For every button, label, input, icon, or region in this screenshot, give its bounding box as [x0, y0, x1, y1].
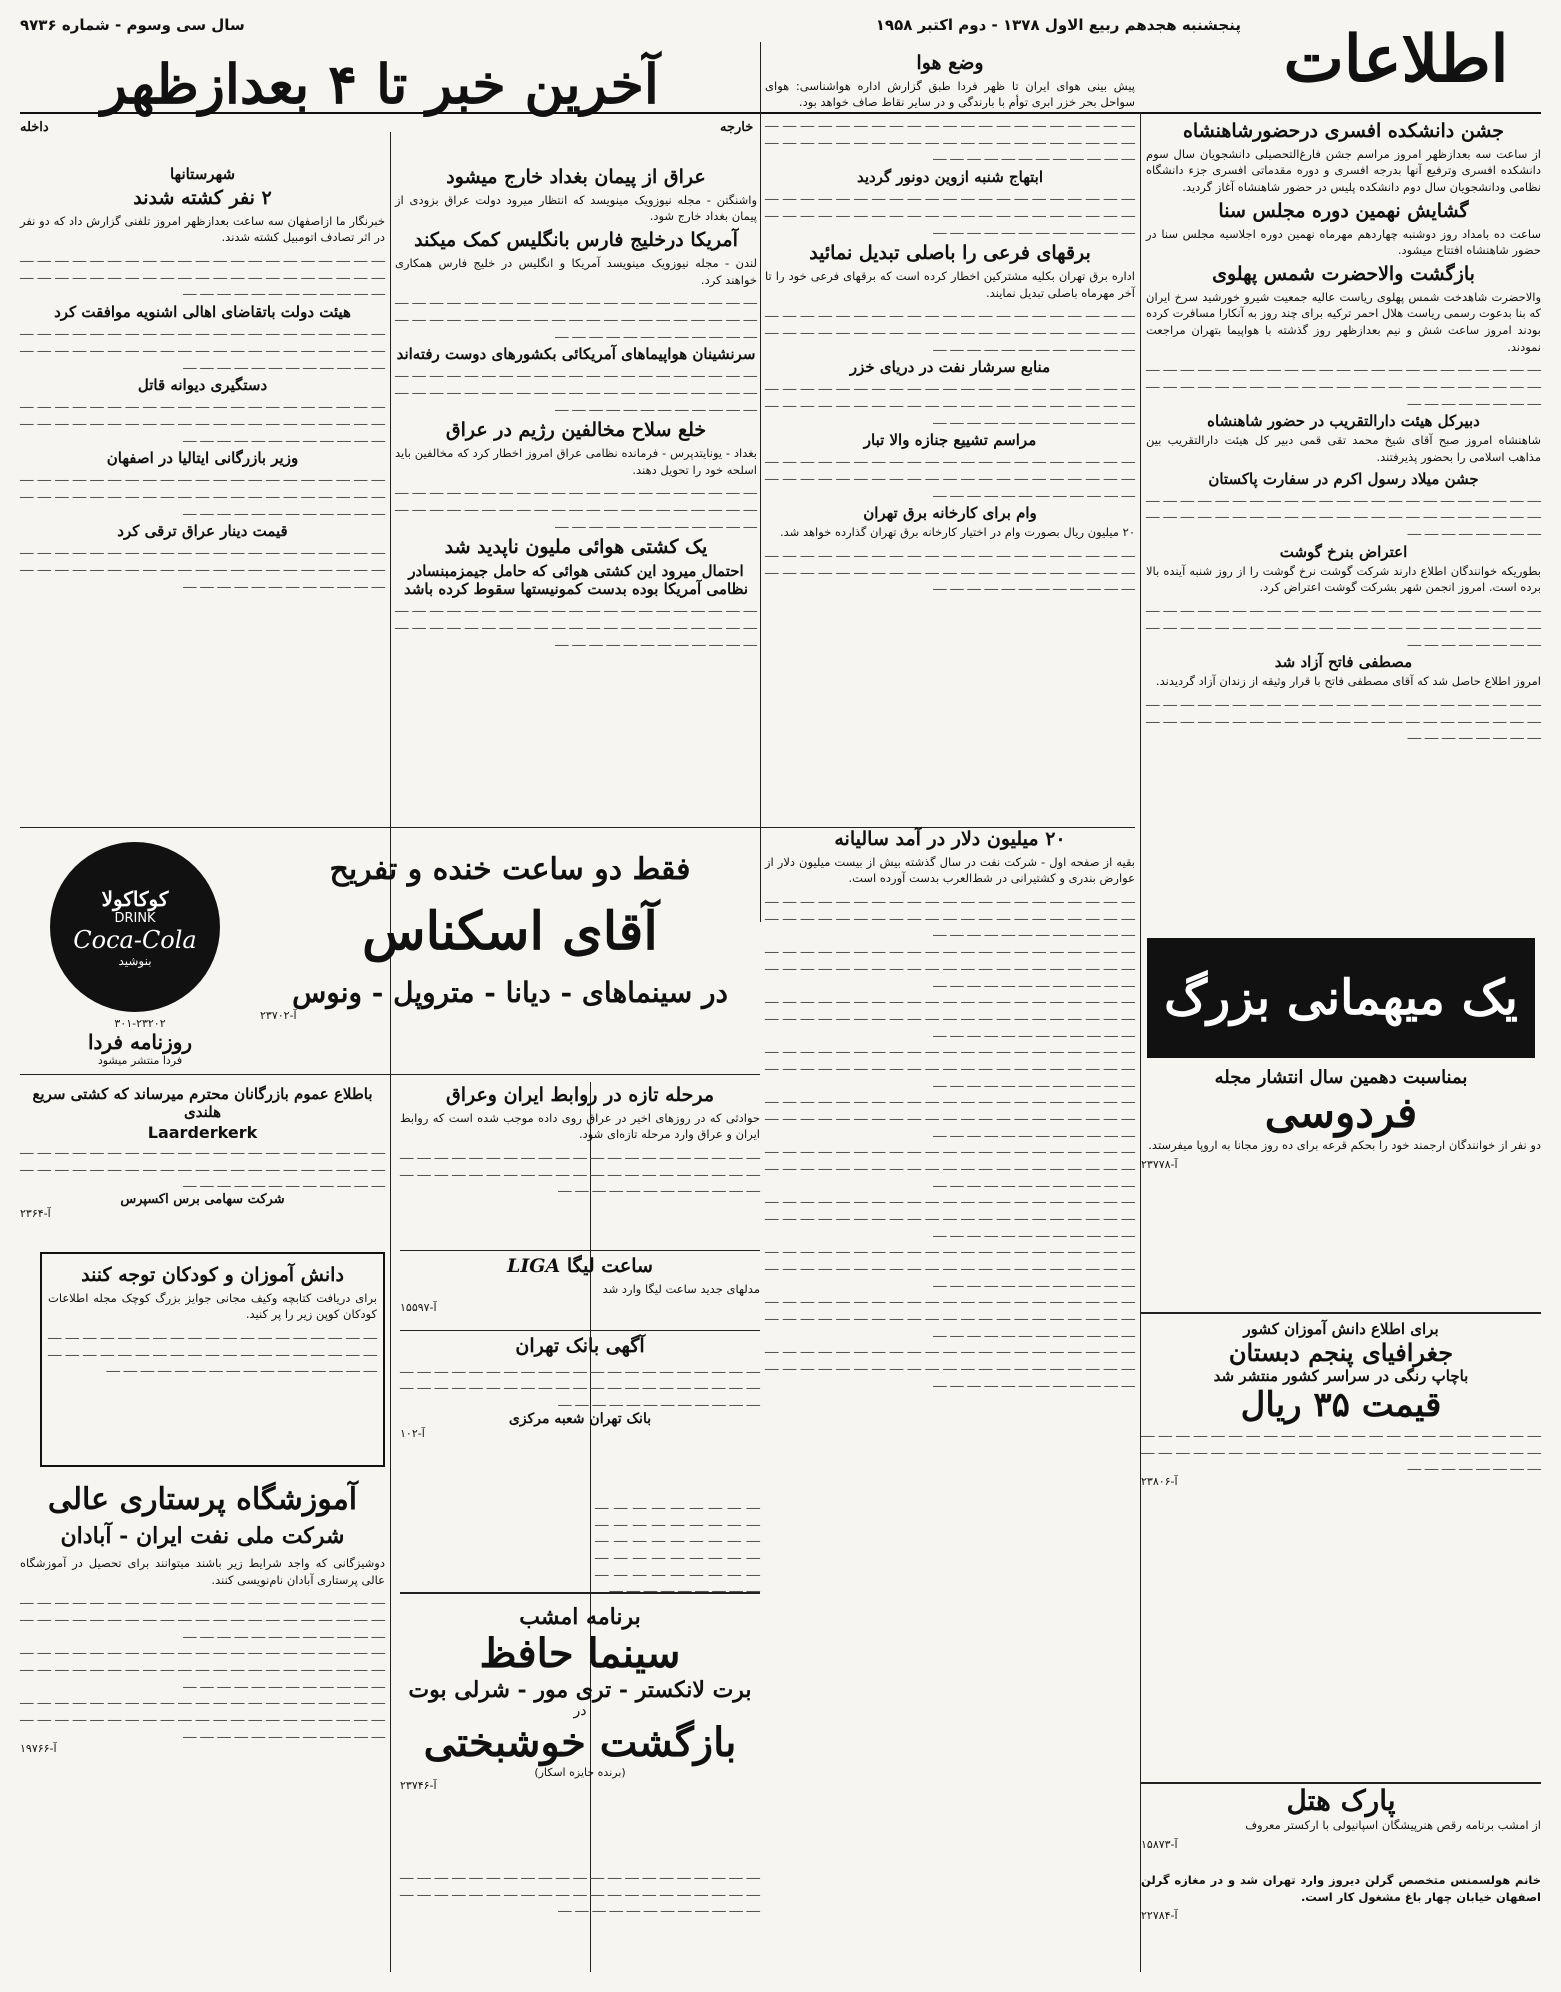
article-title: هیئت دولت باتقاضای اهالی اشنویه موافقت کرد	[54, 303, 351, 322]
article-title: جشن میلاد رسول اکرم در سفارت پاکستان	[1208, 469, 1479, 488]
text-filler: ــــ ــــ ــــ ــــ ــــ ــــ ــــ ــــ ــــ ــــ ــــ ــــ ــــ ــــ ــــ ــــ ــــ ــــ ــــ ــــ ــــ ــــ ــــ ــــ ــــ ــــ ــــ ــــ ــــ ــــ ــــ ــــ ــــ ــــ ــــ ــــ ــــ ــــ ــــ ــــ ــــ ــــ ــــ ــــ ــــ ــــ ــــ ــــ ــــ ــــ ــــ ــــ ــــ ــــ	[765, 1342, 1135, 1390]
article-title: وضع هوا	[916, 52, 984, 74]
article-title: عراق از پیمان بغداد خارج میشود	[446, 166, 706, 188]
banquet-title: یک میهمانی بزرگ	[1147, 938, 1535, 1058]
text-filler: ــــ ــــ ــــ ــــ ــــ ــــ ــــ ــــ ــــ ــــ ــــ ــــ ــــ ــــ ــــ ــــ ــــ ــــ ــــ ــــ ــــ ــــ ــــ ــــ ــــ ــــ ــــ ــــ ــــ ــــ ــــ ــــ ــــ ــــ ــــ ــــ ــــ ــــ ــــ ــــ ــــ ــــ ــــ ــــ ــــ ــــ ــــ ــــ ــــ ــــ ــــ ــــ ــــ ــــ	[765, 306, 1135, 354]
newspaper-page	[20, 12, 1541, 1980]
article-body: اداره برق تهران بکلیه مشترکین اخطار کرده است که برقهای فرعی خود را تا آخر مهرماه باصلی تبدیل نمایند.	[765, 268, 1135, 300]
section-label: شهرستانها	[169, 165, 236, 183]
text-filler: ــــ ــــ ــــ ــــ ــــ ــــ ــــ ــــ ــــ ــــ ــــ ــــ ــــ ــــ ــــ ــــ ــــ ــــ ــــ ــــ ــــ ــــ ــــ ــــ ــــ ــــ ــــ ــــ ــــ ــــ ــــ ــــ ــــ ــــ ــــ ــــ ــــ ــــ ــــ ــــ ــــ ــــ ــــ ــــ ــــ ــــ ــــ ــــ ــــ ــــ ــــ ــــ ــــ ــــ	[765, 1242, 1135, 1290]
article-title: قیمت دینار عراق ترقی کرد	[117, 522, 288, 541]
geo-price: قیمت ۳۵ ریال	[1240, 1385, 1442, 1425]
section-divider	[20, 1074, 760, 1075]
banquet-body: دو نفر از خوانندگان ارجمند خود را بحکم قرعه برای ده روز مجانا به اروپا میفرستد.	[1148, 1138, 1541, 1152]
text-filler: ــــ ــــ ــــ ــــ ــــ ــــ ــــ ــــ ــــ ــــ ــــ ــــ ــــ ــــ ــــ ــــ ــــ ــــ ــــ ــــ ــــ ــــ ــــ ــــ ــــ ــــ ــــ ــــ ــــ ــــ ــــ ــــ ــــ ــــ ــــ ــــ ــــ ــــ ــــ ــــ ــــ ــــ ــــ ــــ ــــ ــــ ــــ ــــ ــــ ــــ ــــ ــــ ــــ ــــ	[20, 470, 385, 518]
middle-filler	[595, 1497, 760, 1596]
article-title: جشن دانشکده افسری درحضورشاهنشاه	[1182, 120, 1505, 142]
bottom-right-body: خانم هولسمنس متخصص گرلن دیروز وارد تهران شد و در مغازه گرلن اصفهان خیابان چهار باغ مشغول کار است.	[1141, 1873, 1541, 1904]
article-body: بقیه از صفحه اول - شرکت نفت در سال گذشته بیش از بیست میلیون دلار از عوارض بندری و کشتیرانی در شط‌العرب بدست آورده است.	[765, 854, 1135, 886]
banquet-banner	[1141, 932, 1541, 1062]
notice-company: شرکت سهامی برس اکسپرس	[120, 1192, 285, 1208]
article-title: ۲۰ میلیون دلار در آمد سالیانه	[834, 828, 1066, 850]
newspaper-logo: اطلاعات	[1283, 22, 1509, 97]
geo-code: آ-۲۳۸۰۶	[1141, 1475, 1178, 1489]
hafez-film: بازگشت خوشبختی	[423, 1719, 737, 1766]
park-code: آ-۱۵۸۷۳	[1141, 1837, 1178, 1851]
text-filler: ــــ ــــ ــــ ــــ ــــ ــــ ــــ ــــ ــــ ــــ ــــ ــــ ــــ ــــ ــــ ــــ ــــ ــــ ــــ ــــ ــــ ــــ ــــ ــــ ــــ ــــ ــــ ــــ ــــ ــــ ــــ ــــ ــــ ــــ ــــ ــــ ــــ ــــ ــــ ــــ ــــ ــــ ــــ ــــ ــــ ــــ ــــ ــــ ــــ ــــ ــــ ــــ ــــ ــــ	[20, 1693, 385, 1741]
article-body: حوادثی که در روزهای اخیر در عراق روی داده موجب شده است که روابط ایران و عراق وارد مرحله تازه‌ای شود.	[400, 1110, 760, 1142]
liga-title: ساعت لیگا LIGA	[507, 1255, 653, 1277]
article-body: شاهنشاه امروز صبح آقای شیخ محمد تقی قمی دبیر کل هیئت دارالتقریب بین مذاهب اسلامی را بحضور پذیرفتند.	[1146, 433, 1541, 465]
tag-kharejeh: خارجه	[720, 120, 754, 135]
banquet-details	[1141, 1067, 1541, 1222]
article-title: دبیرکل هیئت دارالتقریب در حضور شاهنشاه	[1207, 412, 1480, 431]
park-hotel-ad	[1141, 1782, 1541, 1864]
weather-column	[765, 48, 1135, 818]
nursing-code: آ-۱۹۷۶۶	[20, 1742, 57, 1756]
students-body: برای دریافت کتابچه وکیف مجانی جوایز بزرگ کوچک مجله اطلاعات کودکان کوپن زیر را پر کنید.	[48, 1290, 377, 1322]
column-rule	[760, 42, 761, 922]
provinces-column	[20, 162, 385, 822]
geography-book-ad	[1141, 1312, 1541, 1564]
promo-line2: آقای اسکناس	[362, 901, 658, 962]
nursing-sub: شرکت ملی نفت ایران - آبادان	[60, 1523, 345, 1549]
article-title: وزیر بازرگانی ایتالیا در اصفهان	[106, 449, 299, 468]
text-filler: ــــ ــــ ــــ ــــ ــــ ــــ ــــ ــــ ــــ ــــ ــــ ــــ ــــ ــــ ــــ ــــ ــــ ــــ ــــ ــــ ــــ ــــ ــــ ــــ ــــ ــــ ــــ ــــ ــــ ــــ ــــ ــــ ــــ ــــ ــــ ــــ ــــ ــــ ــــ ــــ ــــ ــــ ــــ ــــ ــــ ــــ ــــ ــــ ــــ ــــ ــــ ــــ ــــ ــــ	[595, 1498, 760, 1596]
article-body: از ساعت سه بعدازظهر امروز مراسم جشن فارغ‌التحصیلی دانشجویان سال سوم دانشکده افسری وترفیع آنها بدرجه افسری و دوره مقدماتی افسری جزء دانشگاه نظامی ودانشجویان سال دوم دانشکده پلیس در حضور شاهنشاه آغاز گردید.	[1146, 146, 1541, 195]
article-title: ابتهاج شنبه ازوین دونور گردید	[856, 168, 1044, 187]
hafez-cast: برت لانکستر - تری مور - شرلی بوت	[408, 1677, 752, 1703]
notice-title: باطلاع عموم بازرگانان محترم میرساند که کشتی سریع هلندی	[32, 1085, 373, 1121]
article-body: پیش بینی هوای ایران تا ظهر فردا طبق گزارش اداره هواشناسی: هوای سواحل بحر خزر ابری توأم با بارندگی و در سایر نقاط صاف خواهد بود.	[765, 78, 1135, 110]
date-line: پنجشنبه هجدهم ربیع الاول ۱۳۷۸ - دوم اکتبر ۱۹۵۸	[875, 16, 1241, 34]
article-body: والاحضرت شاهدخت شمس پهلوی ریاست عالیه جمعیت شیرو خورشید سرخ ایران که بنا بدعوت رسمی ریاست هلال احمر ترکیه برای چند روز به آنکارا مسافرت کرده بودند امروز ساعت شش و نیم بعدازظهر روز گذشته با هواپیما بتهران مراجعت نمودند.	[1146, 289, 1541, 354]
text-filler: ــــ ــــ ــــ ــــ ــــ ــــ ــــ ــــ ــــ ــــ ــــ ــــ ــــ ــــ ــــ ــــ ــــ ــــ ــــ ــــ ــــ ــــ ــــ ــــ ــــ ــــ ــــ ــــ ــــ ــــ ــــ ــــ ــــ ــــ ــــ ــــ ــــ ــــ ــــ ــــ ــــ ــــ ــــ ــــ ــــ ــــ ــــ ــــ ــــ ــــ ــــ ــــ ــــ ــــ	[765, 892, 1135, 940]
hafez-award: (برنده جایزه اسکار)	[534, 1766, 626, 1779]
coke-sub: بنوشید	[118, 953, 152, 968]
coke-brand: Coca-Cola	[73, 925, 197, 954]
geo-line1: برای اطلاع دانش آموزان کشور	[1243, 1320, 1439, 1338]
foreign-column	[395, 162, 757, 822]
geo-line2: باچاپ رنگی در سراسر کشور منتشر شد	[1213, 1367, 1469, 1385]
text-filler: ــــ ــــ ــــ ــــ ــــ ــــ ــــ ــــ ــــ ــــ ــــ ــــ ــــ ــــ ــــ ــــ ــــ ــــ ــــ ــــ ــــ ــــ ــــ ــــ ــــ ــــ ــــ ــــ ــــ ــــ ــــ ــــ ــــ ــــ ــــ ــــ ــــ ــــ ــــ ــــ ــــ ــــ ــــ ــــ ــــ ــــ ــــ ــــ ــــ ــــ ــــ ــــ ــــ ــــ	[400, 1361, 760, 1410]
twenty-million-article	[765, 824, 1135, 1969]
coke-persian: کوکاکولا	[101, 886, 169, 911]
text-filler: ــــ ــــ ــــ ــــ ــــ ــــ ــــ ــــ ــــ ــــ ــــ ــــ ــــ ــــ ــــ ــــ ــــ ــــ ــــ ــــ ــــ ــــ ــــ ــــ ــــ ــــ ــــ ــــ ــــ ــــ ــــ ــــ ــــ ــــ ــــ ــــ ــــ ــــ ــــ ــــ ــــ ــــ ــــ ــــ ــــ ــــ ــــ ــــ ــــ ــــ ــــ ــــ ــــ ــــ	[765, 1042, 1135, 1090]
article-body: خبرنگار ما ازاصفهان سه ساعت بعدازظهر امروز تلفنی گزارش داد که دو نفر در اثر تصادف اتومبیل کشته شدند.	[20, 213, 385, 245]
text-filler: ــــ ــــ ــــ ــــ ــــ ــــ ــــ ــــ ــــ ــــ ــــ ــــ ــــ ــــ ــــ ــــ ــــ ــــ ــــ ــــ ــــ ــــ ــــ ــــ ــــ ــــ ــــ ــــ ــــ ــــ ــــ ــــ ــــ ــــ ــــ ــــ ــــ ــــ ــــ ــــ ــــ ــــ ــــ ــــ ــــ ــــ ــــ ــــ ــــ ــــ ــــ ــــ ــــ ــــ	[765, 1142, 1135, 1190]
dateline	[20, 16, 1241, 42]
bottom-middle-text	[400, 1867, 760, 1972]
text-filler: ــــ ــــ ــــ ــــ ــــ ــــ ــــ ــــ ــــ ــــ ــــ ــــ ــــ ــــ ــــ ــــ ــــ ــــ ــــ ــــ ــــ ــــ ــــ ــــ ــــ ــــ ــــ ــــ ــــ ــــ ــــ ــــ ــــ ــــ ــــ ــــ ــــ ــــ ــــ ــــ ــــ ــــ ــــ ــــ ــــ ــــ ــــ ــــ ــــ ــــ ــــ ــــ ــــ ــــ	[765, 546, 1135, 594]
text-filler: ــــ ــــ ــــ ــــ ــــ ــــ ــــ ــــ ــــ ــــ ــــ ــــ ــــ ــــ ــــ ــــ ــــ ــــ ــــ ــــ ــــ ــــ ــــ ــــ ــــ ــــ ــــ ــــ ــــ ــــ ــــ ــــ ــــ ــــ ــــ ــــ ــــ ــــ ــــ ــــ ــــ ــــ ــــ ــــ ــــ ــــ ــــ ــــ ــــ ــــ ــــ ــــ ــــ ــــ	[765, 1092, 1135, 1140]
main-headline: آخرین خبر تا ۴ بعدازظهر	[101, 52, 659, 116]
article-title: یک کشتی هوائی ملیون ناپدید شد	[444, 536, 708, 559]
text-filler: ــــ ــــ ــــ ــــ ــــ ــــ ــــ ــــ ــــ ــــ ــــ ــــ ــــ ــــ ــــ ــــ ــــ ــــ ــــ ــــ ــــ ــــ ــــ ــــ ــــ ــــ ــــ ــــ ــــ ــــ ــــ ــــ ــــ ــــ ــــ ــــ ــــ ــــ ــــ ــــ ــــ ــــ ــــ ــــ ــــ ــــ ــــ ــــ ــــ ــــ ــــ ــــ ــــ ــــ	[20, 251, 385, 299]
liga-brand: LIGA	[507, 1255, 561, 1277]
nursing-title: آموزشگاه پرستاری عالی	[47, 1482, 358, 1517]
bank-code: آ-۱۰۲	[400, 1426, 425, 1440]
bank-branch: بانک تهران شعبه مرکزی	[508, 1410, 652, 1427]
article-title: سرنشینان هواپیماهای آمریکائی بکشورهای دوست رفته‌اند	[396, 345, 756, 364]
article-subtitle: احتمال میرود این کشتی هوائی که حامل جیمزمبنسادر نظامی آمریکا بوده بدست کمونیستها سقوط کرده باشد	[403, 562, 749, 599]
tomorrow-ad	[30, 1017, 250, 1067]
coke-drink: DRINK	[114, 910, 156, 926]
text-filler: ــــ ــــ ــــ ــــ ــــ ــــ ــــ ــــ ــــ ــــ ــــ ــــ ــــ ــــ ــــ ــــ ــــ ــــ ــــ ــــ ــــ ــــ ــــ ــــ ــــ ــــ ــــ ــــ ــــ ــــ ــــ ــــ ــــ ــــ ــــ ــــ ــــ ــــ ــــ ــــ ــــ ــــ ــــ ــــ ــــ ــــ ــــ ــــ ــــ ــــ ــــ ــــ ــــ ــــ	[395, 366, 757, 414]
text-filler: ــــ ــــ ــــ ــــ ــــ ــــ ــــ ــــ ــــ ــــ ــــ ــــ ــــ ــــ ــــ ــــ ــــ ــــ ــــ ــــ ــــ ــــ ــــ ــــ ــــ ــــ ــــ ــــ ــــ ــــ ــــ ــــ ــــ ــــ ــــ ــــ ــــ ــــ ــــ ــــ ــــ ــــ ــــ ــــ ــــ ــــ ــــ ــــ ــــ ــــ ــــ ــــ ــــ ــــ	[20, 324, 385, 372]
article-title: وام برای کارخانه برق تهران	[863, 504, 1037, 523]
text-filler: ــــ ــــ ــــ ــــ ــــ ــــ ــــ ــــ ــــ ــــ ــــ ــــ ــــ ــــ ــــ ــــ ــــ ــــ ــــ ــــ ــــ ــــ ــــ ــــ ــــ ــــ ــــ ــــ ــــ ــــ ــــ ــــ ــــ ــــ ــــ ــــ ــــ ــــ ــــ ــــ ــــ ــــ ــــ ــــ ــــ ــــ ــــ ــــ ــــ ــــ ــــ ــــ ــــ ــــ	[1146, 490, 1541, 539]
article-title: برقهای فرعی را باصلی تبدیل نمائید	[809, 242, 1091, 265]
article-body: ۲۰ میلیون ریال بصورت وام در اختیار کارخانه برق تهران گذارده خواهد شد.	[779, 525, 1135, 540]
right-column	[1146, 116, 1541, 916]
text-filler: ــــ ــــ ــــ ــــ ــــ ــــ ــــ ــــ ــــ ــــ ــــ ــــ ــــ ــــ ــــ ــــ ــــ ــــ ــــ ــــ ــــ ــــ ــــ ــــ ــــ ــــ ــــ ــــ ــــ ــــ ــــ ــــ ــــ ــــ ــــ ــــ ــــ ــــ ــــ ــــ ــــ ــــ ــــ ــــ ــــ ــــ ــــ ــــ ــــ ــــ ــــ ــــ ــــ ــــ	[20, 1593, 385, 1641]
text-filler: ــــ ــــ ــــ ــــ ــــ ــــ ــــ ــــ ــــ ــــ ــــ ــــ ــــ ــــ ــــ ــــ ــــ ــــ ــــ ــــ ــــ ــــ ــــ ــــ ــــ ــــ ــــ ــــ ــــ ــــ ــــ ــــ ــــ ــــ ــــ ــــ ــــ ــــ ــــ ــــ ــــ ــــ ــــ ــــ ــــ ــــ ــــ ــــ ــــ ــــ ــــ ــــ ــــ ــــ	[20, 1143, 385, 1191]
text-filler: ــــ ــــ ــــ ــــ ــــ ــــ ــــ ــــ ــــ ــــ ــــ ــــ ــــ ــــ ــــ ــــ ــــ ــــ ــــ ــــ ــــ ــــ ــــ ــــ ــــ ــــ ــــ ــــ ــــ ــــ ــــ ــــ ــــ ــــ ــــ ــــ ــــ ــــ ــــ ــــ ــــ ــــ ــــ ــــ ــــ ــــ ــــ ــــ ــــ ــــ ــــ ــــ ــــ ــــ	[20, 543, 385, 591]
bank-ad	[400, 1330, 760, 1491]
text-filler: ــــ ــــ ــــ ــــ ــــ ــــ ــــ ــــ ــــ ــــ ــــ ــــ ــــ ــــ ــــ ــــ ــــ ــــ ــــ ــــ ــــ ــــ ــــ ــــ ــــ ــــ ــــ ــــ ــــ ــــ ــــ ــــ ــــ ــــ ــــ ــــ ــــ ــــ ــــ ــــ ــــ ــــ ــــ ــــ ــــ ــــ ــــ ــــ ــــ ــــ ــــ ــــ ــــ ــــ	[1141, 1426, 1541, 1474]
students-title: دانش آموزان و کودکان توجه کنند	[81, 1264, 344, 1286]
tag-dakhele: داخله	[20, 120, 49, 135]
article-title: آمریکا درخلیج فارس بانگلیس کمک میکند	[414, 229, 738, 252]
promo-line1: فقط دو ساعت خنده و تفریح	[329, 852, 691, 887]
text-filler: ــــ ــــ ــــ ــــ ــــ ــــ ــــ ــــ ــــ ــــ ــــ ــــ ــــ ــــ ــــ ــــ ــــ ــــ ــــ ــــ ــــ ــــ ــــ ــــ ــــ ــــ ــــ ــــ ــــ ــــ ــــ ــــ ــــ ــــ ــــ ــــ ــــ ــــ ــــ ــــ ــــ ــــ ــــ ــــ ــــ ــــ ــــ ــــ ــــ ــــ ــــ ــــ ــــ ــــ	[1146, 694, 1541, 743]
text-filler: ــــ ــــ ــــ ــــ ــــ ــــ ــــ ــــ ــــ ــــ ــــ ــــ ــــ ــــ ــــ ــــ ــــ ــــ ــــ ــــ ــــ ــــ ــــ ــــ ــــ ــــ ــــ ــــ ــــ ــــ ــــ ــــ ــــ ــــ ــــ ــــ ــــ ــــ ــــ ــــ ــــ ــــ ــــ ــــ ــــ ــــ ــــ ــــ ــــ ــــ ــــ ــــ ــــ ــــ	[765, 116, 1135, 164]
iran-iraq-article	[400, 1080, 760, 1245]
text-filler: ــــ ــــ ــــ ــــ ــــ ــــ ــــ ــــ ــــ ــــ ــــ ــــ ــــ ــــ ــــ ــــ ــــ ــــ ــــ ــــ ــــ ــــ ــــ ــــ ــــ ــــ ــــ ــــ ــــ ــــ ــــ ــــ ــــ ــــ ــــ ــــ ــــ ــــ ــــ ــــ ــــ ــــ ــــ ــــ ــــ ــــ ــــ ــــ ــــ ــــ ــــ ــــ ــــ ــــ	[395, 483, 757, 531]
text-filler: ــــ ــــ ــــ ــــ ــــ ــــ ــــ ــــ ــــ ــــ ــــ ــــ ــــ ــــ ــــ ــــ ــــ ــــ ــــ ــــ ــــ ــــ ــــ ــــ ــــ ــــ ــــ ــــ ــــ ــــ ــــ ــــ ــــ ــــ ــــ ــــ ــــ ــــ ــــ ــــ ــــ ــــ ــــ ــــ ــــ ــــ ــــ ــــ ــــ ــــ ــــ ــــ ــــ ــــ	[1146, 360, 1541, 408]
coca-cola-ad	[50, 842, 220, 1012]
geo-title: جغرافیای پنجم دبستان	[1228, 1338, 1454, 1367]
article-body: امروز اطلاع حاصل شد که آقای مصطفی فاتح با قرار وثیقه از زندان آزاد گردیدند.	[1155, 674, 1541, 689]
text-filler: ــــ ــــ ــــ ــــ ــــ ــــ ــــ ــــ ــــ ــــ ــــ ــــ ــــ ــــ ــــ ــــ ــــ ــــ ــــ ــــ ــــ ــــ ــــ ــــ ــــ ــــ ــــ ــــ ــــ ــــ ــــ ــــ ــــ ــــ ــــ ــــ ــــ ــــ ــــ ــــ ــــ ــــ ــــ ــــ ــــ ــــ ــــ ــــ ــــ ــــ ــــ ــــ ــــ ــــ	[20, 1643, 385, 1691]
text-filler: ــــ ــــ ــــ ــــ ــــ ــــ ــــ ــــ ــــ ــــ ــــ ــــ ــــ ــــ ــــ ــــ ــــ ــــ ــــ ــــ ــــ ــــ ــــ ــــ ــــ ــــ ــــ ــــ ــــ ــــ ــــ ــــ ــــ ــــ ــــ ــــ ــــ ــــ ــــ ــــ ــــ ــــ ــــ ــــ ــــ ــــ ــــ ــــ ــــ ــــ ــــ ــــ ــــ ــــ	[48, 1328, 377, 1376]
banquet-code: آ-۲۳۷۷۸	[1141, 1157, 1178, 1171]
article-body: واشنگتن - مجله نیوزویک مینویسد که انتظار میرود دولت عراق بزودی از پیمان بغداد خارج شود.	[395, 192, 757, 224]
article-title: خلع سلاح مخالفین رژیم در عراق	[445, 419, 707, 442]
article-title: مرحله تازه در روابط ایران وعراق	[445, 1084, 715, 1106]
tomorrow-text: فردا منتشر میشود	[97, 1054, 183, 1067]
liga-text: مدلهای جدید ساعت لیگا وارد شد	[602, 1281, 760, 1296]
text-filler: ــــ ــــ ــــ ــــ ــــ ــــ ــــ ــــ ــــ ــــ ــــ ــــ ــــ ــــ ــــ ــــ ــــ ــــ ــــ ــــ ــــ ــــ ــــ ــــ ــــ ــــ ــــ ــــ ــــ ــــ ــــ ــــ ــــ ــــ ــــ ــــ ــــ ــــ ــــ ــــ ــــ ــــ ــــ ــــ ــــ ــــ ــــ ــــ ــــ ــــ ــــ ــــ ــــ ــــ	[765, 1292, 1135, 1340]
article-title: ۲ نفر کشته شدند	[133, 187, 272, 209]
park-body: از امشب برنامه رقص هنرپیشگان اسپانیولی با ارکستر معروف	[1245, 1818, 1541, 1832]
notice-ship: Laarderkerk	[147, 1123, 258, 1142]
nursing-school-ad	[20, 1482, 385, 1972]
article-body: لندن - مجله نیوزویک مینویسد آمریکا و انگلیس در خلیج فارس همکاری خواهند کرد.	[395, 255, 757, 287]
text-filler: ــــ ــــ ــــ ــــ ــــ ــــ ــــ ــــ ــــ ــــ ــــ ــــ ــــ ــــ ــــ ــــ ــــ ــــ ــــ ــــ ــــ ــــ ــــ ــــ ــــ ــــ ــــ ــــ ــــ ــــ ــــ ــــ ــــ ــــ ــــ ــــ ــــ ــــ ــــ ــــ ــــ ــــ ــــ ــــ ــــ ــــ ــــ ــــ ــــ ــــ ــــ ــــ ــــ ــــ	[765, 189, 1135, 237]
text-filler: ــــ ــــ ــــ ــــ ــــ ــــ ــــ ــــ ــــ ــــ ــــ ــــ ــــ ــــ ــــ ــــ ــــ ــــ ــــ ــــ ــــ ــــ ــــ ــــ ــــ ــــ ــــ ــــ ــــ ــــ ــــ ــــ ــــ ــــ ــــ ــــ ــــ ــــ ــــ ــــ ــــ ــــ ــــ ــــ ــــ ــــ ــــ ــــ ــــ ــــ ــــ ــــ ــــ ــــ	[765, 942, 1135, 990]
students-coupon	[40, 1252, 385, 1467]
hafez-cinema-name: سینما حافظ	[479, 1630, 681, 1677]
promo-code: آ-۲۳۷۰۲	[260, 1009, 297, 1022]
article-title: مراسم تشییع جنازه والا تبار	[863, 431, 1037, 450]
bottom-right-code: آ-۲۲۷۸۴	[1141, 1909, 1178, 1923]
article-title: گشایش نهمین دوره مجلس سنا	[1218, 199, 1469, 222]
ship-notice	[20, 1082, 385, 1242]
text-filler: ــــ ــــ ــــ ــــ ــــ ــــ ــــ ــــ ــــ ــــ ــــ ــــ ــــ ــــ ــــ ــــ ــــ ــــ ــــ ــــ ــــ ــــ ــــ ــــ ــــ ــــ ــــ ــــ ــــ ــــ ــــ ــــ ــــ ــــ ــــ ــــ ــــ ــــ ــــ ــــ ــــ ــــ ــــ ــــ ــــ ــــ ــــ ــــ ــــ ــــ ــــ ــــ ــــ ــــ	[395, 601, 757, 649]
banquet-sub: بمناسبت دهمین سال انتشار مجله	[1214, 1067, 1468, 1088]
text-filler: ــــ ــــ ــــ ــــ ــــ ــــ ــــ ــــ ــــ ــــ ــــ ــــ ــــ ــــ ــــ ــــ ــــ ــــ ــــ ــــ ــــ ــــ ــــ ــــ ــــ ــــ ــــ ــــ ــــ ــــ ــــ ــــ ــــ ــــ ــــ ــــ ــــ ــــ ــــ ــــ ــــ ــــ ــــ ــــ ــــ ــــ ــــ ــــ ــــ ــــ ــــ ــــ ــــ ــــ	[1146, 601, 1541, 649]
article-title: منابع سرشار نفت در دریای خزر	[849, 358, 1051, 377]
bank-title: آگهی بانک تهران	[515, 1335, 645, 1357]
article-title: اعتراض بنرخ گوشت	[1279, 542, 1408, 561]
text-filler: ــــ ــــ ــــ ــــ ــــ ــــ ــــ ــــ ــــ ــــ ــــ ــــ ــــ ــــ ــــ ــــ ــــ ــــ ــــ ــــ ــــ ــــ ــــ ــــ ــــ ــــ ــــ ــــ ــــ ــــ ــــ ــــ ــــ ــــ ــــ ــــ ــــ ــــ ــــ ــــ ــــ ــــ ــــ ــــ ــــ ــــ ــــ ــــ ــــ ــــ ــــ ــــ ــــ ــــ	[765, 452, 1135, 500]
promo-line3: در سینماهای - دیانا - متروپل - ونوس	[292, 976, 728, 1009]
nursing-body: دوشیزگانی که واجد شرایط زیر باشند میتوانند برای تحصیل در آموزشگاه عالی پرستاری آبادان نام‌نویسی کنند.	[20, 1556, 385, 1587]
article-body: بغداد - یونایتدپرس - فرمانده نظامی عراق امروز اخطار کرد که مخالفین باید اسلحه خود را تحویل دهند.	[395, 446, 757, 477]
tomorrow-title: روزنامه فردا	[87, 1030, 193, 1054]
bottom-right-ad	[1141, 1872, 1541, 1967]
liga-code: آ-۱۵۵۹۷	[400, 1301, 437, 1315]
notice-code: آ-۲۳۶۴	[20, 1207, 51, 1221]
movie-promo	[260, 842, 760, 1062]
hafez-program: برنامه امشب	[519, 1604, 641, 1630]
hafez-cinema-ad	[400, 1592, 760, 1864]
tomorrow-code: ۳۰۱-۲۳۲۰۲	[114, 1017, 166, 1030]
hafez-code: آ-۲۳۷۴۶	[400, 1779, 437, 1792]
hafez-in: در	[573, 1703, 587, 1719]
issue-line: سال سی وسوم - شماره ۹۷۳۶	[20, 16, 245, 34]
liga-ad	[400, 1250, 760, 1326]
article-title: بازگشت والاحضرت شمس پهلوی	[1212, 262, 1475, 285]
text-filler: ــــ ــــ ــــ ــــ ــــ ــــ ــــ ــــ ــــ ــــ ــــ ــــ ــــ ــــ ــــ ــــ ــــ ــــ ــــ ــــ ــــ ــــ ــــ ــــ ــــ ــــ ــــ ــــ ــــ ــــ ــــ ــــ ــــ ــــ ــــ ــــ ــــ ــــ ــــ ــــ ــــ ــــ ــــ ــــ ــــ ــــ ــــ ــــ ــــ ــــ ــــ ــــ ــــ ــــ	[400, 1868, 760, 1916]
text-filler: ــــ ــــ ــــ ــــ ــــ ــــ ــــ ــــ ــــ ــــ ــــ ــــ ــــ ــــ ــــ ــــ ــــ ــــ ــــ ــــ ــــ ــــ ــــ ــــ ــــ ــــ ــــ ــــ ــــ ــــ ــــ ــــ ــــ ــــ ــــ ــــ ــــ ــــ ــــ ــــ ــــ ــــ ــــ ــــ ــــ ــــ ــــ ــــ ــــ ــــ ــــ ــــ ــــ ــــ	[765, 992, 1135, 1040]
article-title: دستگیری دیوانه قاتل	[137, 376, 268, 395]
article-title: مصطفی فاتح آزاد شد	[1274, 653, 1413, 672]
text-filler: ــــ ــــ ــــ ــــ ــــ ــــ ــــ ــــ ــــ ــــ ــــ ــــ ــــ ــــ ــــ ــــ ــــ ــــ ــــ ــــ ــــ ــــ ــــ ــــ ــــ ــــ ــــ ــــ ــــ ــــ ــــ ــــ ــــ ــــ ــــ ــــ ــــ ــــ ــــ ــــ ــــ ــــ ــــ ــــ ــــ ــــ ــــ ــــ ــــ ــــ ــــ ــــ ــــ ــــ	[395, 293, 757, 341]
text-filler: ــــ ــــ ــــ ــــ ــــ ــــ ــــ ــــ ــــ ــــ ــــ ــــ ــــ ــــ ــــ ــــ ــــ ــــ ــــ ــــ ــــ ــــ ــــ ــــ ــــ ــــ ــــ ــــ ــــ ــــ ــــ ــــ ــــ ــــ ــــ ــــ ــــ ــــ ــــ ــــ ــــ ــــ ــــ ــــ ــــ ــــ ــــ ــــ ــــ ــــ ــــ ــــ ــــ ــــ	[765, 1192, 1135, 1240]
text-filler: ــــ ــــ ــــ ــــ ــــ ــــ ــــ ــــ ــــ ــــ ــــ ــــ ــــ ــــ ــــ ــــ ــــ ــــ ــــ ــــ ــــ ــــ ــــ ــــ ــــ ــــ ــــ ــــ ــــ ــــ ــــ ــــ ــــ ــــ ــــ ــــ ــــ ــــ ــــ ــــ ــــ ــــ ــــ ــــ ــــ ــــ ــــ ــــ ــــ ــــ ــــ ــــ ــــ ــــ	[20, 397, 385, 445]
text-filler: ــــ ــــ ــــ ــــ ــــ ــــ ــــ ــــ ــــ ــــ ــــ ــــ ــــ ــــ ــــ ــــ ــــ ــــ ــــ ــــ ــــ ــــ ــــ ــــ ــــ ــــ ــــ ــــ ــــ ــــ ــــ ــــ ــــ ــــ ــــ ــــ ــــ ــــ ــــ ــــ ــــ ــــ ــــ ــــ ــــ ــــ ــــ ــــ ــــ ــــ ــــ ــــ ــــ ــــ	[400, 1148, 760, 1196]
article-body: ساعت ده بامداد روز دوشنبه چهاردهم مهرماه نهمین دوره اجلاسیه مجلس سنا در حضور شاهنشاه افتتاح میشود.	[1146, 226, 1541, 258]
article-body: بطوریکه خوانندگان اطلاع دارند شرکت گوشت نرخ گوشت را از روز شنبه آینده بالا برده است. امروز انجمن شهر بشرکت گوشت اعتراض کرد.	[1146, 563, 1541, 595]
park-title: پارک هتل	[1286, 1784, 1396, 1817]
text-filler: ــــ ــــ ــــ ــــ ــــ ــــ ــــ ــــ ــــ ــــ ــــ ــــ ــــ ــــ ــــ ــــ ــــ ــــ ــــ ــــ ــــ ــــ ــــ ــــ ــــ ــــ ــــ ــــ ــــ ــــ ــــ ــــ ــــ ــــ ــــ ــــ ــــ ــــ ــــ ــــ ــــ ــــ ــــ ــــ ــــ ــــ ــــ ــــ ــــ ــــ ــــ ــــ ــــ ــــ	[765, 379, 1135, 427]
banquet-mag: فردوسی	[1264, 1088, 1418, 1137]
